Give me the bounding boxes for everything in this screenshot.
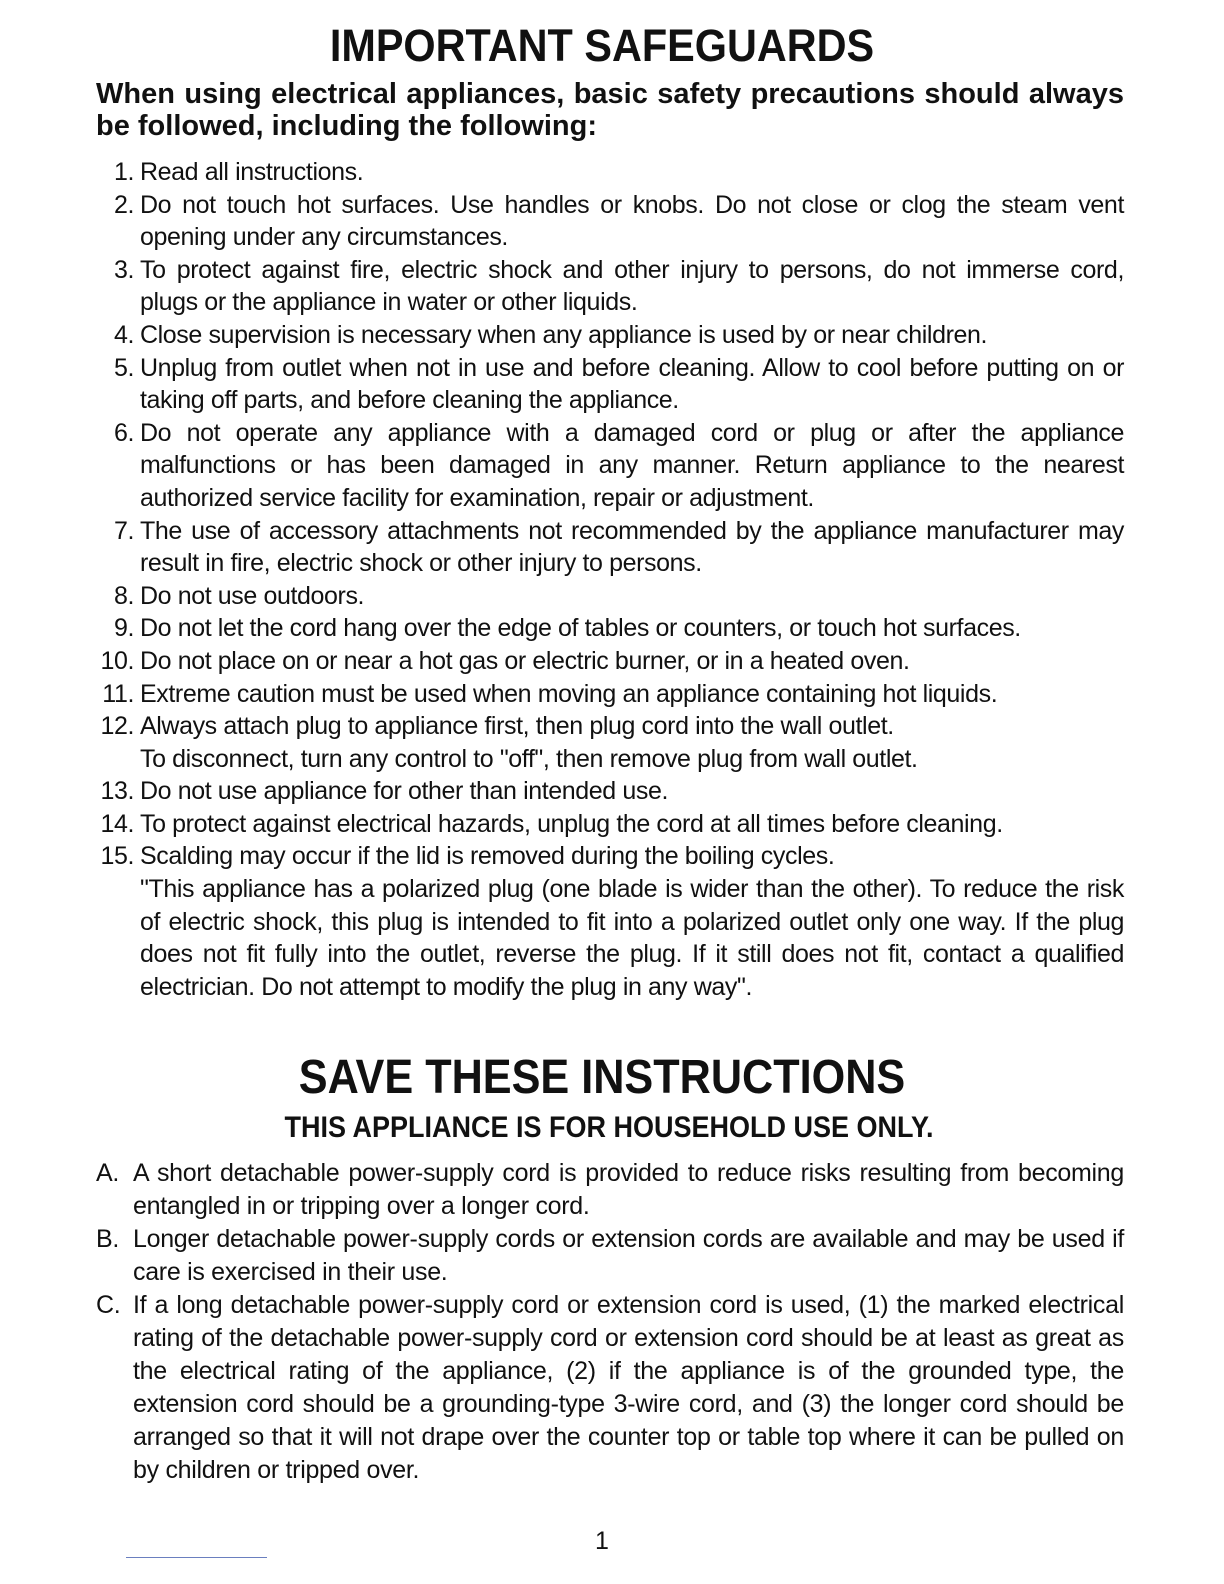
list-item — [100, 254, 1124, 319]
list-item-text: Do not place on or near a hot gas or electric burner, or in a heated oven. — [140, 646, 910, 675]
list-item-number: 8. — [113, 581, 134, 610]
list-item — [100, 808, 1124, 841]
safeguards-list — [100, 156, 1124, 1003]
list-item-text: To protect against fire, electric shock and other injury to persons, do not immerse cord, plugs or the appliance in water or other liquids. — [140, 255, 1124, 317]
list-item-text: Always attach plug to appliance first, then plug cord into the wall outlet. — [140, 712, 894, 741]
list-item-number: 9. — [113, 614, 134, 643]
list-item-number: 11. — [102, 679, 134, 708]
list-item-text: Extreme caution must be used when moving an appliance containing hot liquids. — [140, 679, 998, 708]
list-item-text: Do not touch hot surfaces. Use handles or knobs. Do not close or clog the steam vent opening under any circumstances. — [140, 190, 1124, 252]
list-item-number: 14. — [100, 809, 134, 838]
list-item — [100, 678, 1124, 711]
list-item-letter: B. — [96, 1225, 120, 1253]
list-item — [100, 580, 1124, 613]
list-item-text: Scalding may occur if the lid is removed during the boiling cycles. — [140, 842, 835, 871]
cord-notes-list — [96, 1157, 1124, 1487]
list-item — [96, 1223, 1124, 1289]
list-item — [96, 1157, 1124, 1223]
list-item-number: 13. — [100, 777, 134, 806]
list-item-text: Unplug from outlet when not in use and before cleaning. Allow to cool before putting on or taking off parts, and before cleaning the appliance. — [140, 353, 1124, 415]
list-item — [100, 156, 1124, 189]
polarized-plug-note: "This appliance has a polarized plug (one blade is wider than the other). To reduce the risk of electric shock, this plug is intended to fit into a polarized outlet only one way. If the plug does not fit fully into the outlet, reverse the plug. If it still does not fit, contact a qualified electrician. Do not attempt to modify the plug in any way". — [140, 875, 1124, 1001]
list-item-text: Do not let the cord hang over the edge of tables or counters, or touch hot surfaces. — [140, 614, 1021, 643]
list-item-text: Close supervision is necessary when any appliance is used by or near children. — [140, 320, 988, 349]
list-item-number: 7. — [113, 516, 134, 545]
list-item — [100, 645, 1124, 678]
list-item-text: Read all instructions. — [140, 158, 364, 186]
footer-rule — [126, 1557, 267, 1558]
list-item-number: 4. — [113, 320, 134, 349]
list-item-number: 5. — [113, 353, 134, 382]
list-item-text: Do not use appliance for other than intended use. — [140, 777, 669, 806]
list-item-number: 12. — [100, 712, 134, 741]
intro-text: When using electrical appliances, basic safety precautions should always be followed, including the following: — [96, 78, 1124, 142]
list-item-number: 1. — [113, 158, 134, 186]
list-item-number: 10. — [100, 646, 134, 675]
list-item — [100, 612, 1124, 645]
list-item — [100, 319, 1124, 352]
list-item-number: 6. — [113, 418, 134, 447]
list-item-number: 2. — [113, 190, 134, 219]
list-item — [100, 417, 1124, 515]
list-item — [100, 775, 1124, 808]
household-use-heading: THIS APPLIANCE IS FOR HOUSEHOLD USE ONLY. — [284, 1111, 934, 1144]
list-item-text: To protect against electrical hazards, unplug the cord at all times before cleaning. — [140, 809, 1003, 838]
list-item-text: Longer detachable power-supply cords or extension cords are available and may be used if care is exercised in their use. — [133, 1225, 1124, 1286]
list-item — [100, 840, 1124, 873]
save-instructions-heading: SAVE THESE INSTRUCTIONS — [298, 1051, 906, 1104]
list-item-letter: C. — [96, 1291, 121, 1319]
page-number: 1 — [595, 1527, 609, 1555]
list-item — [96, 1289, 1124, 1487]
list-item — [100, 352, 1124, 417]
list-item-subtext: To disconnect, turn any control to "off", then remove plug from wall outlet. — [140, 744, 918, 773]
list-item — [100, 515, 1124, 580]
list-item-number: 15. — [100, 842, 134, 871]
list-item-text: A short detachable power-supply cord is provided to reduce risks resulting from becoming entangled in or tripping over a longer cord. — [133, 1159, 1124, 1220]
list-item-text: Do not operate any appliance with a damaged cord or plug or after the appliance malfunctions or has been damaged in any manner. Return appliance to the nearest authorized service facility for examination, repair or adjustment. — [140, 418, 1124, 512]
list-item-number: 3. — [113, 255, 134, 284]
list-item-text: Do not use outdoors. — [140, 581, 365, 610]
list-item — [100, 189, 1124, 254]
list-item-text: The use of accessory attachments not recommended by the appliance manufacturer may result in fire, electric shock or other injury to persons. — [140, 516, 1124, 578]
list-item-text: If a long detachable power-supply cord or extension cord is used, (1) the marked electrical rating of the detachable power-supply cord or extension cord should be at least as great as the electrical rating of the appliance, (2) if the appliance is of the grounded type, the extension cord should be a grounding-type 3-wire cord, and (3) the longer cord should be arranged so that it will not drape over the counter top or table top where it can be pulled on by children or tripped over. — [133, 1291, 1124, 1484]
list-item — [100, 710, 1124, 775]
page-title: IMPORTANT SAFEGUARDS — [329, 20, 875, 71]
list-item-letter: A. — [96, 1159, 120, 1187]
